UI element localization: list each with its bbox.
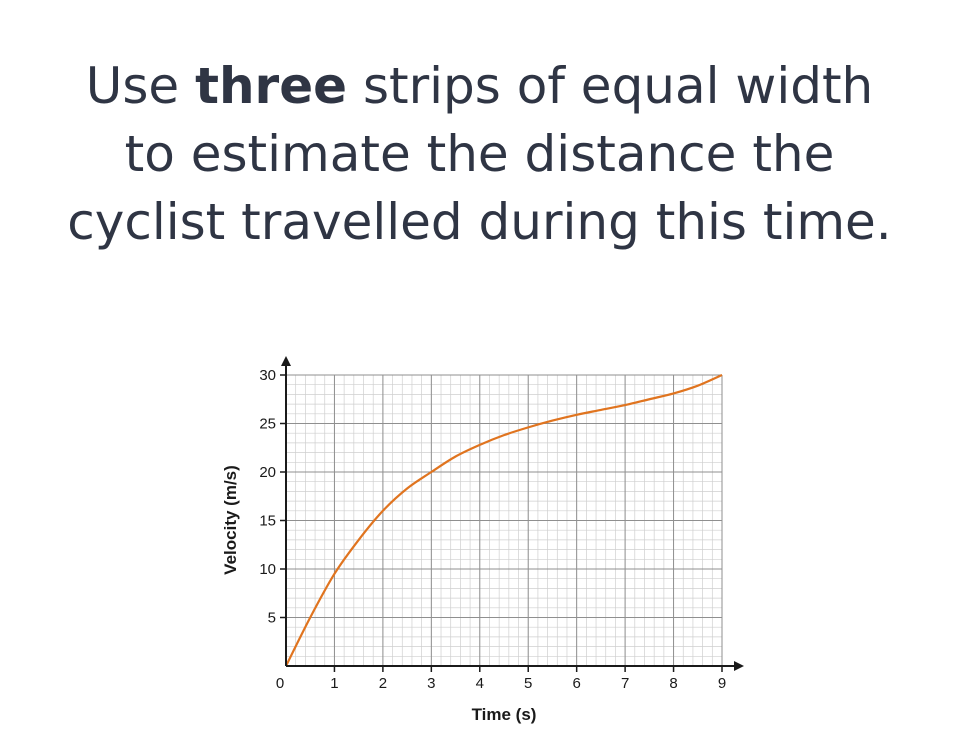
question-part-1: Use <box>85 57 196 115</box>
x-ticks <box>276 666 726 692</box>
x-tick-label: 5 <box>524 675 533 692</box>
question-part-2: strips of equal width <box>347 57 874 115</box>
x-axis-title: Time (s) <box>471 705 537 724</box>
y-tick-label: 20 <box>259 464 276 481</box>
y-ticks <box>259 367 286 627</box>
y-tick-label: 15 <box>259 512 276 530</box>
y-tick-label: 30 <box>259 367 276 384</box>
y-axis-arrow <box>281 356 291 366</box>
x-tick-label: 2 <box>378 675 388 692</box>
y-axis-title: Velocity (m/s) <box>221 465 240 575</box>
question-emphasis: three <box>195 57 348 115</box>
x-axis-arrow <box>734 661 744 671</box>
x-tick-label: 4 <box>475 675 484 692</box>
x-tick-label: 1 <box>330 675 339 692</box>
x-tick-label: 0 <box>275 675 285 692</box>
x-tick-label: 8 <box>669 675 678 692</box>
y-tick-label: 10 <box>259 561 276 578</box>
x-tick-label: 7 <box>620 675 630 692</box>
x-tick-label: 9 <box>717 675 727 692</box>
x-tick-label: 6 <box>572 675 581 692</box>
y-tick-label: 25 <box>259 415 276 433</box>
x-tick-label: 3 <box>427 675 436 692</box>
question-line-3: cyclist travelled during this time. <box>67 193 892 251</box>
y-tick-label: 5 <box>267 609 276 627</box>
question-line-2: to estimate the distance the <box>124 125 835 183</box>
